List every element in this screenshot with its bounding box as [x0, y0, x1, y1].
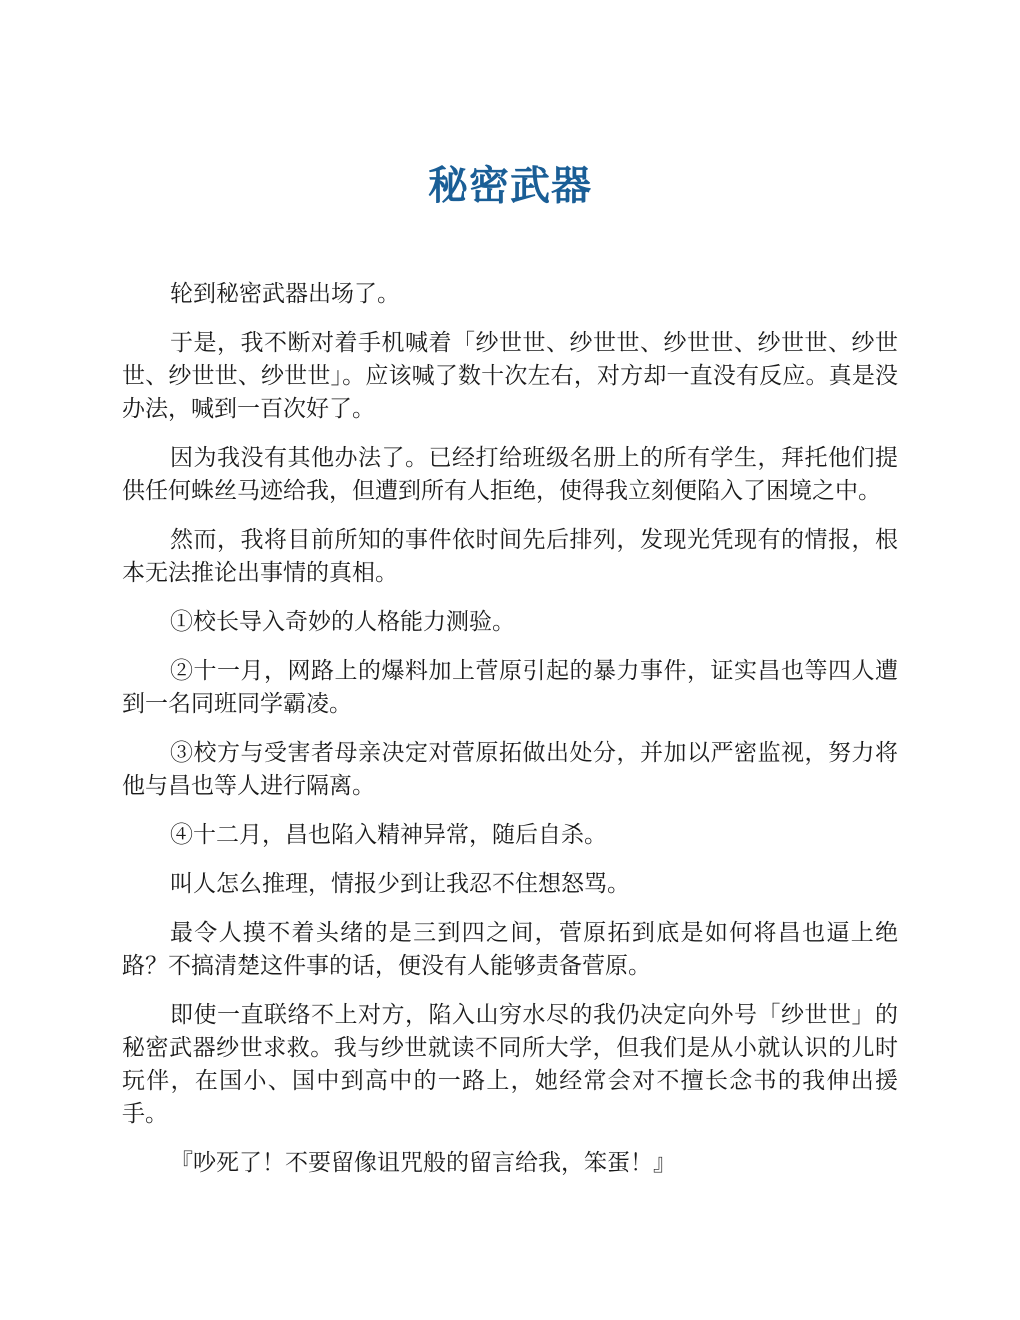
- paragraph-5: ①校长导入奇妙的人格能力测验。: [170, 609, 515, 635]
- page-title: 秘密武器: [428, 163, 592, 209]
- paragraph-7: ③校方与受害者母亲决定对菅原拓做出处分，并加以严密监视，努力将他与昌也等人进行隔离。: [122, 740, 898, 799]
- paragraph-11: 即使一直联络不上对方，陷入山穷水尽的我仍决定向外号「纱世世」的秘密武器纱世求救。我与纱世就读不同所大学，但我们是从小就认识的儿时玩伴，在国小、国中到高中的一路上，她经常会对不擅长念书的我伸出援手。: [122, 1002, 898, 1127]
- paragraph-3: 因为我没有其他办法了。已经打给班级名册上的所有学生，拜托他们提供任何蛛丝马迹给我，但遭到所有人拒绝，使得我立刻便陷入了困境之中。: [122, 445, 898, 504]
- document-body: [122, 278, 898, 1196]
- paragraph-1: 轮到秘密武器出场了。: [170, 281, 400, 307]
- paragraph-9: 叫人怎么推理，情报少到让我忍不住想怒骂。: [170, 871, 630, 897]
- paragraph-8: ④十二月，昌也陷入精神异常，随后自杀。: [170, 822, 607, 848]
- paragraph-4: 然而，我将目前所知的事件依时间先后排列，发现光凭现有的情报，根本无法推论出事情的真相。: [122, 527, 898, 586]
- paragraph-2: 于是，我不断对着手机喊着「纱世世、纱世世、纱世世、纱世世、纱世世、纱世世、纱世世」。应该喊了数十次左右，对方却一直没有反应。真是没办法，喊到一百次好了。: [122, 330, 898, 422]
- paragraph-12: 『吵死了！不要留像诅咒般的留言给我，笨蛋！』: [170, 1150, 676, 1176]
- paragraph-10: 最令人摸不着头绪的是三到四之间，菅原拓到底是如何将昌也逼上绝路？不搞清楚这件事的话，便没有人能够责备菅原。: [122, 920, 898, 979]
- paragraph-6: ②十一月，网路上的爆料加上菅原引起的暴力事件，证实昌也等四人遭到一名同班同学霸凌。: [122, 658, 898, 717]
